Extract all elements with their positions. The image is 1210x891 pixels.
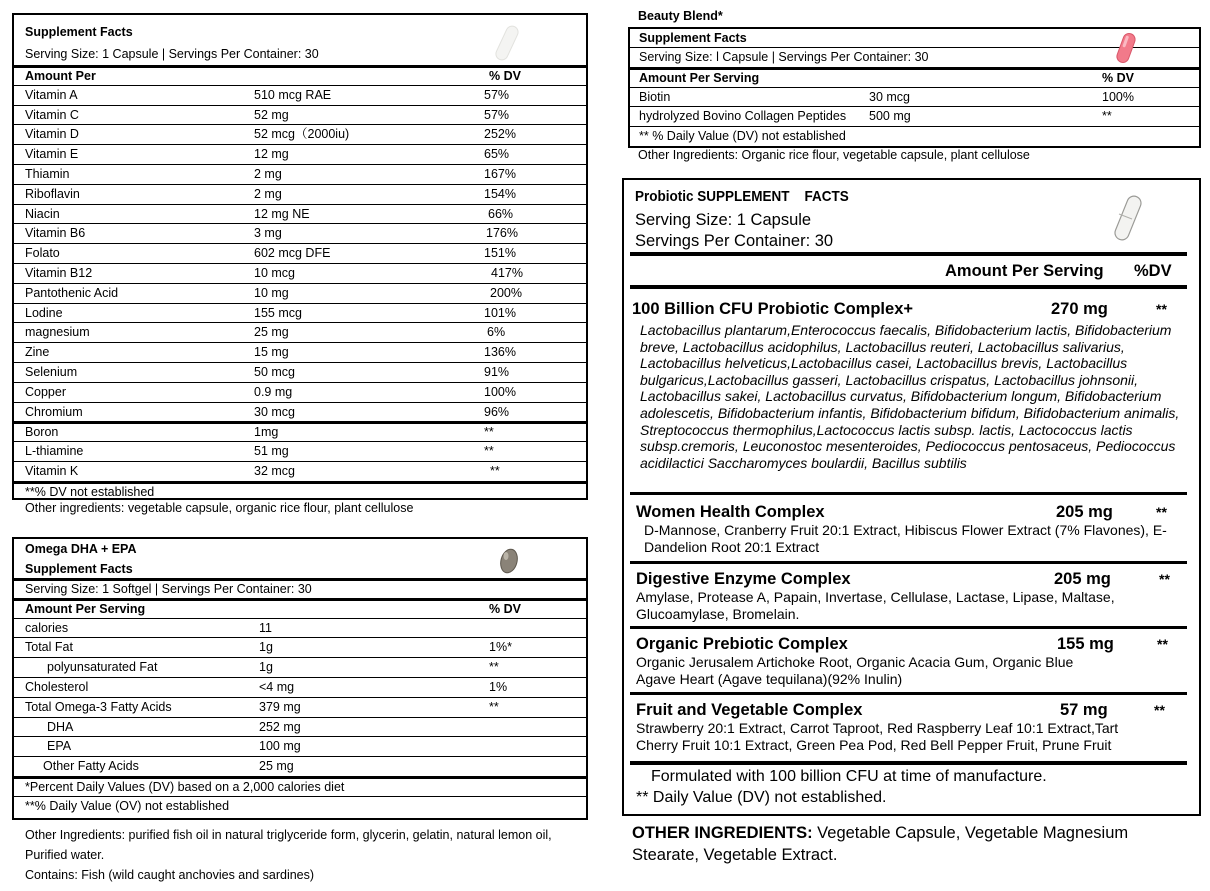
- multi-row-dv: **: [490, 463, 500, 478]
- beauty-other-ingredients: Other Ingredients: Organic rice flour, vegetable capsule, plant cellulose: [638, 148, 1030, 162]
- women-health-amount: 205 mg: [1056, 503, 1113, 521]
- multi-row-dv: 65%: [484, 147, 510, 162]
- multi-row-dv: 57%: [484, 87, 510, 102]
- probiotic-footnote-1: Formulated with 100 billion CFU at time of manufacture.: [651, 768, 1047, 785]
- digestive-enzyme-section: [636, 569, 1187, 622]
- multi-row: [14, 85, 586, 105]
- beauty-row: [630, 87, 1199, 107]
- beauty-footnote-row: [630, 126, 1199, 146]
- omega-serving-row: [14, 578, 586, 598]
- multi-row-name: Vitamin B12: [25, 265, 93, 280]
- omega-row-name: polyunsaturated Fat: [47, 660, 158, 675]
- multi-row-amount: 50 mcg: [254, 364, 295, 379]
- probiotic-rule-5: [630, 626, 1187, 629]
- omega-row: [14, 618, 586, 638]
- omega-row-dv: 1%*: [489, 640, 512, 655]
- multi-row-name: magnesium: [25, 325, 90, 340]
- beauty-blend-label: Beauty Blend*: [638, 9, 723, 23]
- omega-row: [14, 756, 586, 776]
- multi-row: [14, 441, 586, 461]
- multi-row-dv: 91%: [484, 364, 510, 379]
- beauty-facts-panel: [628, 27, 1201, 148]
- omega-other-ingredients-1: Other Ingredients: purified fish oil in natural triglyceride form, glycerin, gelatin, natural lemon oil,: [25, 828, 552, 842]
- pink-capsule-icon: [1112, 31, 1140, 65]
- omega-row-dv: **: [489, 699, 499, 714]
- multi-row-amount: 602 mcg DFE: [254, 246, 331, 261]
- multi-row: [14, 223, 586, 243]
- multi-row: [14, 421, 586, 441]
- probiotic-complex-strains: Lactobacillus plantarum,Enterococcus faecalis, Bifidobacterium lactis, Bifidobacterium breve, Lactobacillus acidophilus, Lactobacillus reuteri, Lactobacillus salivarius, Lactobacillus helveticus,Lactobacillus casei, Lactobacillus brevis, Lactobacillus bulgaricus,Lactobacillus gasseri, Lactobacillus crispatus, Lactobacillus johnsonii, Lactobacillus sakei, Lactobacillus curvatus, Bifidobacterium longum, Bifidobacterium adolescetis, Bifidobacterium infantis, Bifidobacterium bifidum, Bifidobacterium animalis, Streptococcus thermophilus,Lactococcus lactis subsp. lactis, Lactococcus lactis subsp.cremoris, Leuconostoc mesenteroides, Pediococcus pentosaceus, Pediococcus acidilactici Saccharomyces boulardii, Bacillus subtilis: [640, 322, 1180, 471]
- omega-table: [14, 578, 586, 816]
- probiotic-servings-per-container: Servings Per Container: 30: [635, 232, 834, 250]
- omega-row: [14, 697, 586, 717]
- prebiotic-dv: **: [1157, 636, 1168, 652]
- multi-row: [14, 105, 586, 125]
- multi-row: [14, 322, 586, 342]
- probiotic-other-ingredients-text: Vegetable Capsule, Vegetable Magnesium Stearate, Vegetable Extract.: [632, 824, 1129, 864]
- multi-row-dv: 151%: [484, 246, 516, 261]
- omega-contains: Contains: Fish (wild caught anchovies and sardines): [25, 868, 315, 882]
- multi-row-amount: 30 mcg: [254, 404, 295, 419]
- omega-row-amount: <4 mg: [259, 679, 295, 694]
- multi-row-name: Chromium: [25, 404, 83, 419]
- omega-row-name: EPA: [47, 739, 72, 754]
- multi-row-name: Lodine: [25, 305, 63, 320]
- multi-row-amount: 0.9 mg: [254, 384, 293, 399]
- multi-row-amount: 1mg: [254, 425, 279, 440]
- multi-row: [14, 204, 586, 224]
- clear-capsule-icon: [492, 23, 522, 63]
- multi-row-name: Folato: [25, 246, 60, 261]
- multi-row-amount: 10 mg: [254, 285, 289, 300]
- omega-row-name: DHA: [47, 719, 74, 734]
- fruit-vegetable-section: [636, 700, 1187, 753]
- multi-row-dv: **: [484, 444, 494, 459]
- multi-row: [14, 461, 586, 481]
- header-amount-per: Amount Per: [25, 69, 96, 83]
- multi-row-name: Vitamin K: [25, 463, 79, 478]
- multi-row: [14, 342, 586, 362]
- probiotic-complex-amount: 270 mg: [1051, 300, 1108, 318]
- beauty-footnote: ** % Daily Value (DV) not established: [639, 129, 846, 144]
- probiotic-header-amount: Amount Per Serving: [945, 262, 1104, 280]
- omega-facts-panel: [12, 537, 588, 820]
- probiotic-header-dv: %DV: [1134, 262, 1172, 280]
- probiotic-other-ingredients-label: OTHER INGREDIENTS:: [632, 824, 813, 842]
- probiotic-thick-rule-1: [630, 252, 1187, 256]
- omega-note1-row: [14, 776, 586, 796]
- multi-row-amount: 2 mg: [254, 166, 282, 181]
- multi-row: [14, 382, 586, 402]
- white-capsule-icon: [1110, 192, 1146, 244]
- omega-other-ingredients-2: Purified water.: [25, 848, 105, 862]
- beauty-row-amount: 500 mg: [869, 109, 911, 124]
- multi-row-dv: 176%: [486, 226, 518, 241]
- multi-row-dv: **: [484, 425, 494, 440]
- multi-row-amount: 2 mg: [254, 186, 282, 201]
- probiotic-facts-panel: [622, 178, 1201, 816]
- multi-row-name: Niacin: [25, 206, 60, 221]
- beauty-serving: Serving Size: l Capsule | Servings Per Container: 30: [639, 50, 929, 64]
- multi-row-name: L-thiamine: [25, 444, 84, 459]
- probiotic-complex-dv: **: [1156, 301, 1167, 317]
- multi-row-dv: 57%: [484, 107, 510, 122]
- multivitamin-header-row: [14, 65, 586, 85]
- digestive-enzyme-amount: 205 mg: [1054, 570, 1111, 588]
- multi-row-amount: 510 mcg RAE: [254, 87, 332, 102]
- multi-row-dv: 154%: [484, 186, 516, 201]
- omega-row-amount: 1g: [259, 660, 273, 675]
- probiotic-serving-size: Serving Size: 1 Capsule: [635, 211, 812, 229]
- multi-row-name: Copper: [25, 384, 66, 399]
- probiotic-other-ingredients: [632, 822, 1172, 866]
- multi-row-amount: 32 mcg: [254, 463, 295, 478]
- multi-row: [14, 164, 586, 184]
- multi-row-name: Vitamin A: [25, 87, 78, 102]
- omega-row-amount: 252 mg: [259, 719, 301, 734]
- omega-row-amount: 100 mg: [259, 739, 301, 754]
- softgel-icon: [496, 545, 522, 577]
- omega-title: Omega DHA + EPA: [25, 542, 137, 556]
- multivitamin-footnote-row: [14, 481, 586, 501]
- women-health-dv: **: [1156, 504, 1167, 520]
- multi-row-name: Boron: [25, 425, 59, 440]
- beauty-header-dv: % DV: [1102, 70, 1134, 85]
- probiotic-thick-rule-2: [630, 285, 1187, 289]
- multi-row-dv: 417%: [491, 265, 523, 280]
- multi-row: [14, 263, 586, 283]
- multi-row-amount: 10 mcg: [254, 265, 295, 280]
- omega-row-dv: **: [489, 660, 499, 675]
- beauty-header-row: [630, 67, 1199, 87]
- multi-row-amount: 25 mg: [254, 325, 289, 340]
- multi-row-dv: 252%: [484, 127, 516, 142]
- multi-row: [14, 243, 586, 263]
- multi-row-dv: 136%: [484, 345, 516, 360]
- multi-row-amount: 15 mg: [254, 345, 289, 360]
- women-health-name: Women Health Complex: [636, 503, 825, 521]
- omega-header-row: [14, 598, 586, 618]
- multi-row: [14, 303, 586, 323]
- probiotic-complex-name: 100 Billion CFU Probiotic Complex+: [632, 300, 914, 318]
- multi-row: [14, 144, 586, 164]
- multi-row-name: Thiamin: [25, 166, 70, 181]
- beauty-title: Supplement Facts: [639, 31, 747, 45]
- multi-row-name: Pantothenic Acid: [25, 285, 119, 300]
- beauty-row: [630, 106, 1199, 126]
- multi-row-amount: 51 mg: [254, 444, 289, 459]
- omega-row-amount: 379 mg: [259, 699, 301, 714]
- multi-row-name: Vitamin C: [25, 107, 79, 122]
- multivitamin-table: [14, 65, 586, 501]
- multi-row-amount: 155 mcg: [254, 305, 302, 320]
- digestive-enzyme-ingredients: Amylase, Protease A, Papain, Invertase, Cellulase, Lactase, Lipase, Maltase, Glucoamylase, Bromelain.: [636, 589, 1115, 622]
- multi-row-name: Zine: [25, 345, 50, 360]
- multi-row-name: Vitamin D: [25, 127, 79, 142]
- omega-row: [14, 717, 586, 737]
- digestive-enzyme-name: Digestive Enzyme Complex: [636, 570, 851, 588]
- multi-row: [14, 362, 586, 382]
- multi-row-dv: 100%: [484, 384, 516, 399]
- omega-row-dv: 1%: [489, 679, 508, 694]
- omega-row-name: Other Fatty Acids: [43, 759, 139, 774]
- multivitamin-facts-panel: [12, 13, 588, 500]
- omega-row-name: Total Fat: [25, 640, 73, 655]
- multi-row-dv: 6%: [487, 325, 506, 340]
- probiotic-complex-section: [632, 299, 1187, 471]
- multi-row-dv: 66%: [488, 206, 514, 221]
- fruit-vegetable-name: Fruit and Vegetable Complex: [636, 701, 863, 719]
- omega-row-name: calories: [25, 620, 69, 635]
- multivitamin-footnote: **% DV not established: [25, 484, 155, 499]
- multi-row: [14, 184, 586, 204]
- probiotic-rule-6: [630, 692, 1187, 695]
- multi-row-dv: 167%: [484, 166, 516, 181]
- women-health-ingredients: D-Mannose, Cranberry Fruit 20:1 Extract, Hibiscus Flower Extract (7% Flavones), E-Dandelion Root 20:1 Extract: [644, 522, 1167, 555]
- multi-row-dv: 101%: [484, 305, 516, 320]
- multi-row-name: Riboflavin: [25, 186, 80, 201]
- multivitamin-title: Supplement Facts: [25, 25, 133, 39]
- omega-note-dv-not-established: **% Daily Value (OV) not established: [25, 798, 230, 813]
- probiotic-thick-rule-7: [630, 761, 1187, 765]
- multi-row: [14, 283, 586, 303]
- omega-row: [14, 637, 586, 657]
- fruit-vegetable-ingredients: Strawberry 20:1 Extract, Carrot Taproot, Red Raspberry Leaf 10:1 Extract,Tart Cherry Fruit 10:1 Extract, Green Pea Pod, Red Bell Pepper Fruit, Prune Fruit: [636, 720, 1119, 753]
- multi-row-amount: 3 mg: [254, 226, 282, 241]
- multi-row-dv: 96%: [484, 404, 510, 419]
- omega-note-percent-dv: *Percent Daily Values (DV) based on a 2,000 calories diet: [25, 779, 345, 794]
- multi-row-name: Vitamin E: [25, 147, 79, 162]
- omega-subtitle: Supplement Facts: [25, 562, 133, 576]
- omega-row-amount: 25 mg: [259, 759, 294, 774]
- omega-row-amount: 1g: [259, 640, 273, 655]
- omega-row-amount: 11: [259, 620, 272, 635]
- omega-note2-row: [14, 796, 586, 816]
- prebiotic-name: Organic Prebiotic Complex: [636, 635, 848, 653]
- probiotic-title: Probiotic SUPPLEMENT FACTS: [635, 188, 849, 205]
- beauty-row-name: hydrolyzed Bovino Collagen Peptides: [639, 109, 847, 124]
- multi-row-dv: 200%: [490, 285, 522, 300]
- omega-header-dv: % DV: [489, 601, 521, 616]
- digestive-enzyme-dv: **: [1159, 571, 1170, 587]
- omega-row: [14, 677, 586, 697]
- multivitamin-serving: Serving Size: 1 Capsule | Servings Per Container: 30: [25, 47, 319, 61]
- probiotic-footnote-2: ** Daily Value (DV) not established.: [636, 789, 887, 806]
- beauty-row-dv: 100%: [1102, 89, 1134, 104]
- omega-serving: Serving Size: 1 Softgel | Servings Per Container: 30: [25, 582, 312, 596]
- header-dv: % DV: [489, 69, 521, 83]
- prebiotic-section: [636, 634, 1187, 687]
- multi-row-amount: 52 mcg（2000iu): [254, 127, 350, 142]
- omega-row-name: Total Omega-3 Fatty Acids: [25, 699, 172, 714]
- multi-row-name: Selenium: [25, 364, 78, 379]
- prebiotic-amount: 155 mg: [1057, 635, 1114, 653]
- omega-row-name: Cholesterol: [25, 679, 89, 694]
- multi-row-amount: 12 mg: [254, 147, 289, 162]
- multi-row: [14, 124, 586, 144]
- multivitamin-other-ingredients: Other ingredients: vegetable capsule, organic rice flour, plant cellulose: [25, 501, 414, 515]
- multi-row-amount: 12 mg NE: [254, 206, 310, 221]
- beauty-row-name: Biotin: [639, 89, 671, 104]
- fruit-vegetable-amount: 57 mg: [1060, 701, 1108, 719]
- omega-header-amount: Amount Per Serving: [25, 601, 146, 616]
- probiotic-rule-4: [630, 561, 1187, 564]
- multi-row-name: Vitamin B6: [25, 226, 86, 241]
- beauty-row-amount: 30 mcg: [869, 89, 910, 104]
- prebiotic-ingredients: Organic Jerusalem Artichoke Root, Organic Acacia Gum, Organic Blue Agave Heart (Agave tequilana)(92% Inulin): [636, 654, 1074, 687]
- multi-row: [14, 402, 586, 422]
- beauty-header-amount: Amount Per Serving: [639, 70, 760, 85]
- women-health-section: [636, 502, 1187, 555]
- omega-row: [14, 736, 586, 756]
- multi-row-amount: 52 mg: [254, 107, 289, 122]
- fruit-vegetable-dv: **: [1154, 702, 1165, 718]
- probiotic-rule-3: [630, 492, 1187, 495]
- omega-row: [14, 657, 586, 677]
- beauty-row-dv: **: [1102, 109, 1112, 124]
